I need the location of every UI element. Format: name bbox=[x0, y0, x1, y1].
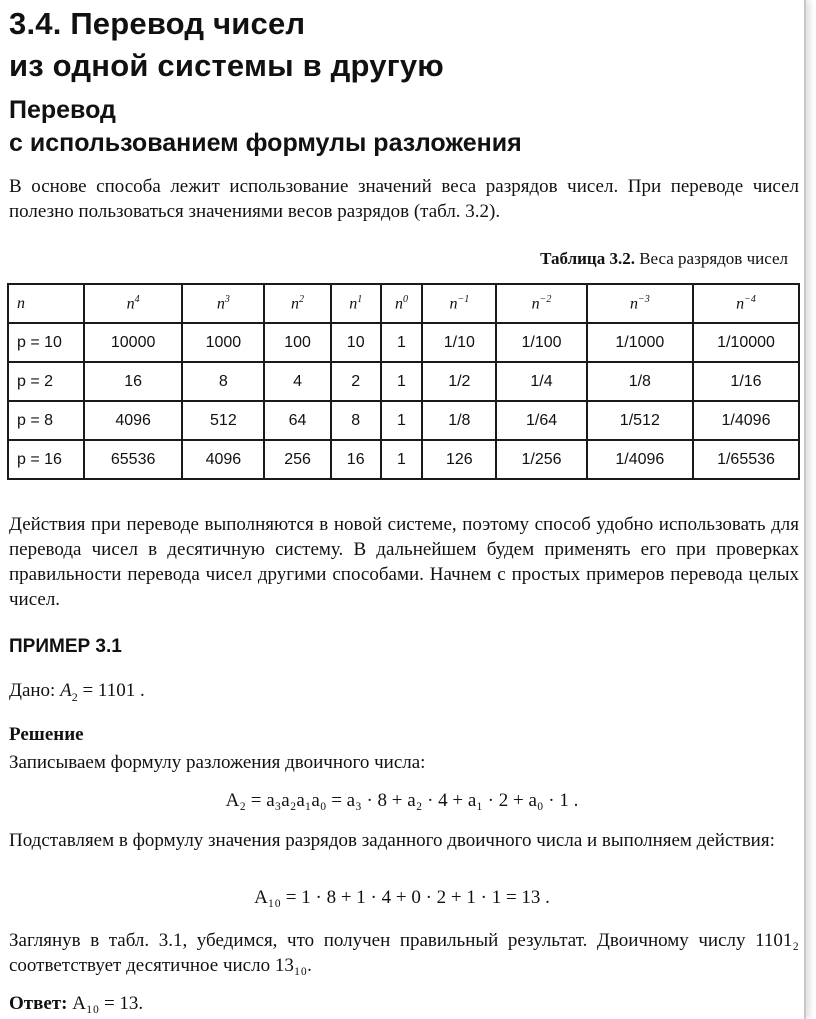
answer-label: Ответ: bbox=[9, 993, 68, 1014]
subsection-title-line2: с использованием формулы разложения bbox=[9, 129, 522, 157]
example-title: ПРИМЕР 3.1 bbox=[9, 636, 122, 657]
table-cell: 100 bbox=[264, 323, 330, 362]
table-cell: 4 bbox=[264, 362, 330, 401]
header-cell: $n^4$ bbox=[84, 284, 182, 323]
table-row bbox=[8, 440, 799, 479]
expansion-formula: A₂ = a₃a₂a₁a₀ = a₃ · 8 + a₂ · 4 + a₁ · 2 + a₀ · 1 . bbox=[225, 790, 579, 811]
row-label: p = 2 bbox=[8, 362, 84, 401]
table-cell: 1/10 bbox=[422, 323, 496, 362]
table-cell: 64 bbox=[264, 401, 330, 440]
given-variable: A bbox=[60, 680, 72, 701]
check-paragraph: Заглянув в табл. 3.1, убедимся, что получен правильный результат. Двоичному числу 1101₂ соответствует десятичное число 13₁₀. bbox=[9, 930, 799, 976]
table-row bbox=[8, 401, 799, 440]
table-cell: 1/10000 bbox=[693, 323, 799, 362]
table-cell: 1 bbox=[381, 323, 422, 362]
table-cell: 1 bbox=[381, 440, 422, 479]
table-cell: 16 bbox=[331, 440, 381, 479]
table-cell: 2 bbox=[331, 362, 381, 401]
table-cell: 1/100 bbox=[496, 323, 586, 362]
table-cell: 1/2 bbox=[422, 362, 496, 401]
answer-value: A₁₀ = 13. bbox=[72, 993, 144, 1014]
table-cell: 1/64 bbox=[496, 401, 586, 440]
header-cell: $n^{-4}$ bbox=[693, 284, 799, 323]
table-cell: 1 bbox=[381, 401, 422, 440]
row-label: p = 16 bbox=[8, 440, 84, 479]
row-label: p = 8 bbox=[8, 401, 84, 440]
computation-formula: A₁₀ = 1 · 8 + 1 · 4 + 0 · 2 + 1 · 1 = 13 . bbox=[254, 887, 550, 908]
table-cell: 8 bbox=[331, 401, 381, 440]
solution-heading: Решение bbox=[9, 724, 84, 745]
section-title-line1: 3.4. Перевод чисел bbox=[9, 6, 306, 41]
table-cell: 1/256 bbox=[496, 440, 586, 479]
table-cell: 1/1000 bbox=[587, 323, 693, 362]
given-subscript: 2 bbox=[71, 689, 78, 704]
given-line bbox=[9, 678, 145, 710]
table-cell: 1/4096 bbox=[693, 401, 799, 440]
subsection-title-line1: Перевод bbox=[9, 96, 116, 124]
table-caption-text: Веса разрядов чисел bbox=[639, 249, 788, 268]
given-value: = 1101 . bbox=[82, 680, 145, 701]
header-cell: $n^1$ bbox=[331, 284, 381, 323]
solution-step-1: Записываем формулу разложения двоичного числа: bbox=[9, 752, 426, 773]
header-cell: $n^0$ bbox=[381, 284, 422, 323]
table-caption bbox=[540, 249, 788, 269]
table-cell: 1 bbox=[381, 362, 422, 401]
table-cell: 1000 bbox=[182, 323, 264, 362]
method-paragraph: Действия при переводе выполняются в новой системе, поэтому способ удобно использовать для перевода чисел в десятичную систему. В дальнейшем будем применять его при проверках правильности перевода чисел другими способами. Начнем с простых примеров перевода целых чисел. bbox=[9, 514, 799, 610]
solution-step-2: Подставляем в формулу значения разрядов заданного двоичного числа и выполняем действия: bbox=[9, 830, 775, 851]
table-cell: 10000 bbox=[84, 323, 182, 362]
table-row bbox=[8, 362, 799, 401]
header-cell: $n^3$ bbox=[182, 284, 264, 323]
table-cell: 126 bbox=[422, 440, 496, 479]
table-cell: 8 bbox=[182, 362, 264, 401]
table-cell: 4096 bbox=[182, 440, 264, 479]
given-label: Дано: bbox=[9, 680, 56, 701]
table-cell: 1/4 bbox=[496, 362, 586, 401]
table-cell: 1/16 bbox=[693, 362, 799, 401]
table-cell: 1/65536 bbox=[693, 440, 799, 479]
table-cell: 1/8 bbox=[422, 401, 496, 440]
table-cell: 1/4096 bbox=[587, 440, 693, 479]
header-cell-base: n bbox=[8, 284, 84, 323]
table-caption-label: Таблица 3.2. bbox=[540, 249, 635, 268]
header-cell: $n^{-3}$ bbox=[587, 284, 693, 323]
answer-line bbox=[9, 991, 143, 1016]
table-cell: 10 bbox=[331, 323, 381, 362]
table-cell: 16 bbox=[84, 362, 182, 401]
header-cell: $n^2$ bbox=[264, 284, 330, 323]
row-label: p = 10 bbox=[8, 323, 84, 362]
header-cell: $n^{-1}$ bbox=[422, 284, 496, 323]
table-cell: 4096 bbox=[84, 401, 182, 440]
table-header-row bbox=[8, 284, 799, 323]
table-cell: 1/8 bbox=[587, 362, 693, 401]
section-title bbox=[9, 3, 444, 87]
header-cell: $n^{-2}$ bbox=[496, 284, 586, 323]
intro-paragraph: В основе способа лежит использование значений веса разрядов чисел. При переводе чисел полезно пользоваться значениями весов разрядов (табл. 3.2). bbox=[9, 176, 799, 222]
digit-weights-table bbox=[7, 283, 800, 480]
table-cell: 1/512 bbox=[587, 401, 693, 440]
table-row bbox=[8, 323, 799, 362]
table-cell: 256 bbox=[264, 440, 330, 479]
section-title-line2: из одной системы в другую bbox=[9, 48, 444, 83]
subsection-title bbox=[9, 94, 522, 160]
table-cell: 512 bbox=[182, 401, 264, 440]
table-cell: 65536 bbox=[84, 440, 182, 479]
